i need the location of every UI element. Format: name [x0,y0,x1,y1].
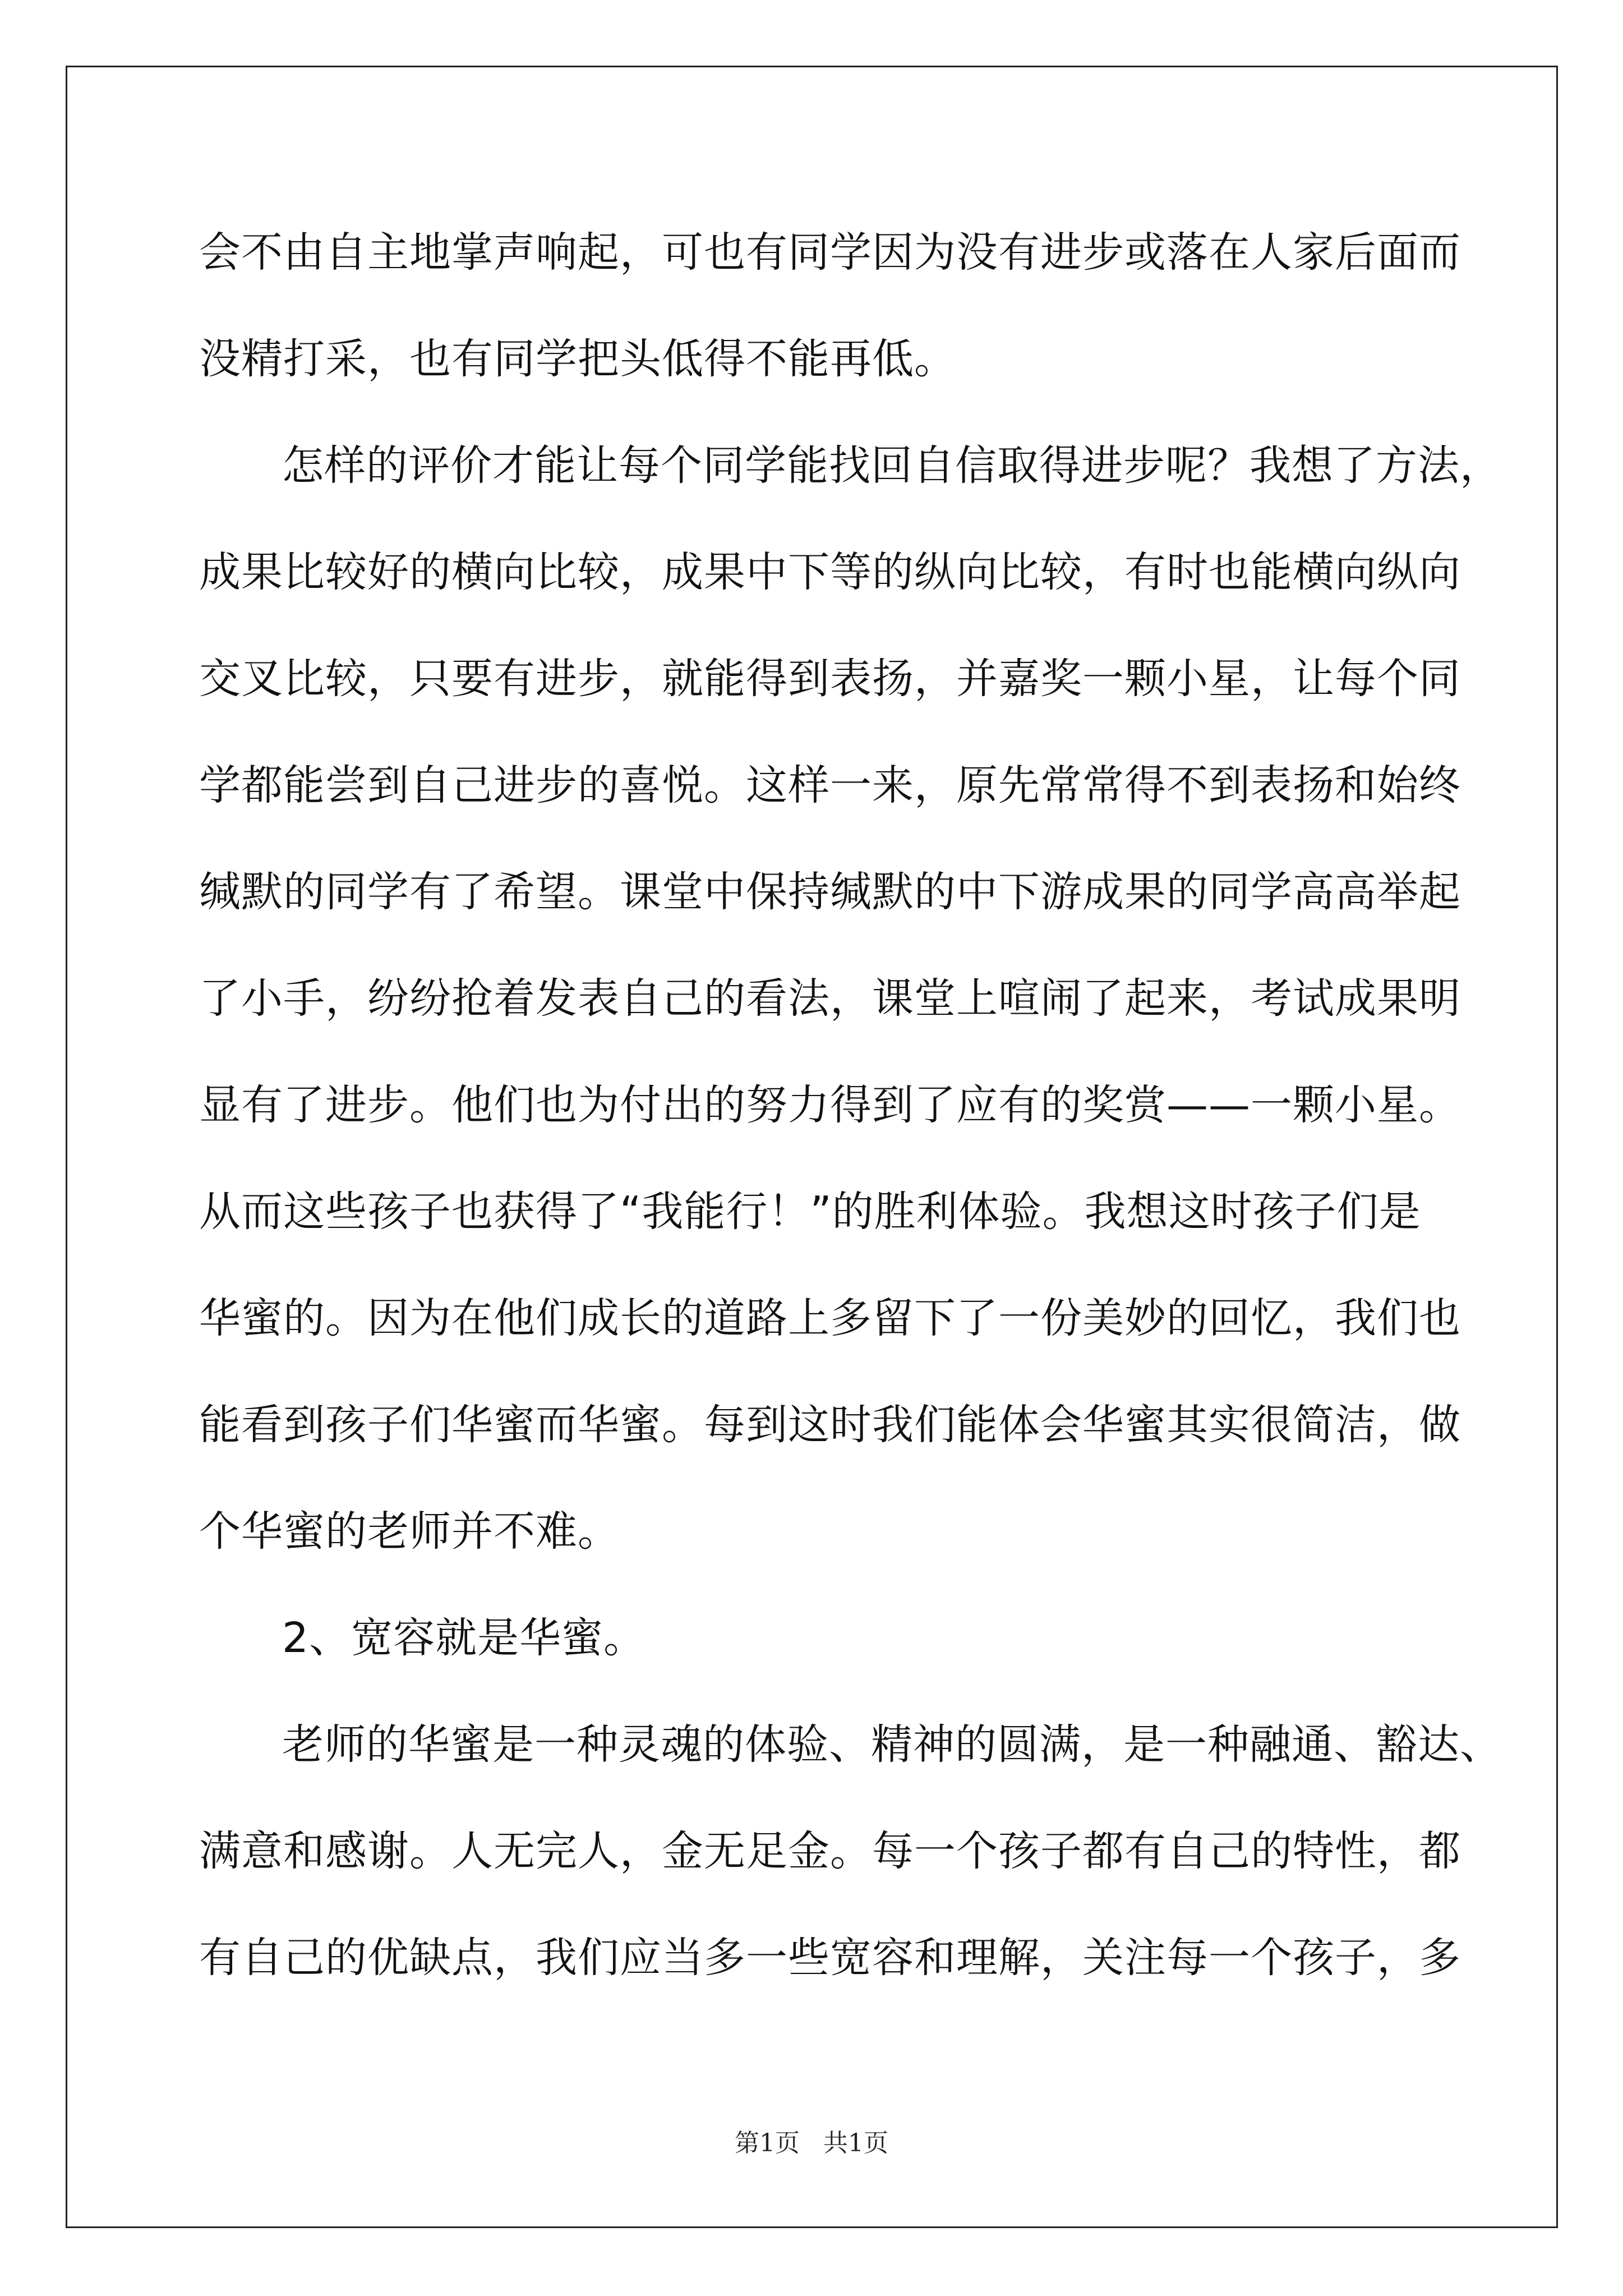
text-line: 华蜜的。因为在他们成长的道路上多留下了一份美妙的回忆，我们也 [199,1294,1461,1342]
text-line: 个华蜜的老师并不难。 [199,1507,620,1556]
page-number-footer: 第1页 共1页 [735,2129,888,2157]
text-line: 学都能尝到自己进步的喜悦。这样一来，原先常常得不到表扬和始终 [199,761,1461,809]
text-line: 老师的华蜜是一种灵魂的体验、精神的圆满，是一种融通、豁达、 [282,1720,1502,1769]
text-line: 能看到孩子们华蜜而华蜜。每到这时我们能体会华蜜其实很简洁，做 [199,1401,1461,1449]
text-line: 会不由自主地掌声响起，可也有同学因为没有进步或落在人家后面而 [199,228,1461,277]
text-line: 怎样的评价才能让每个同学能找回自信取得进步呢？我想了方法， [282,441,1502,490]
text-line: 交叉比较，只要有进步，就能得到表扬，并嘉奖一颗小星，让每个同 [199,655,1461,703]
text-line: 有自己的优缺点，我们应当多一些宽容和理解，关注每一个孩子，多 [199,1934,1461,1982]
text-line: 2、宽容就是华蜜。 [282,1614,646,1662]
text-line: 成果比较好的横向比较，成果中下等的纵向比较，有时也能横向纵向 [199,548,1461,596]
text-line: 显有了进步。他们也为付出的努力得到了应有的奖赏——一颗小星。 [199,1081,1461,1129]
text-line: 从而这些孩子也获得了“我能行！”的胜利体验。我想这时孩子们是 [199,1188,1421,1236]
text-line: 满意和感谢。人无完人，金无足金。每一个孩子都有自己的特性，都 [199,1827,1461,1875]
text-line: 了小手，纷纷抢着发表自己的看法，课堂上喧闹了起来，考试成果明 [199,974,1461,1023]
document-body [199,199,1502,2011]
text-line: 缄默的同学有了希望。课堂中保持缄默的中下游成果的同学高高举起 [199,868,1461,916]
text-line: 没精打采，也有同学把头低得不能再低。 [199,335,956,383]
